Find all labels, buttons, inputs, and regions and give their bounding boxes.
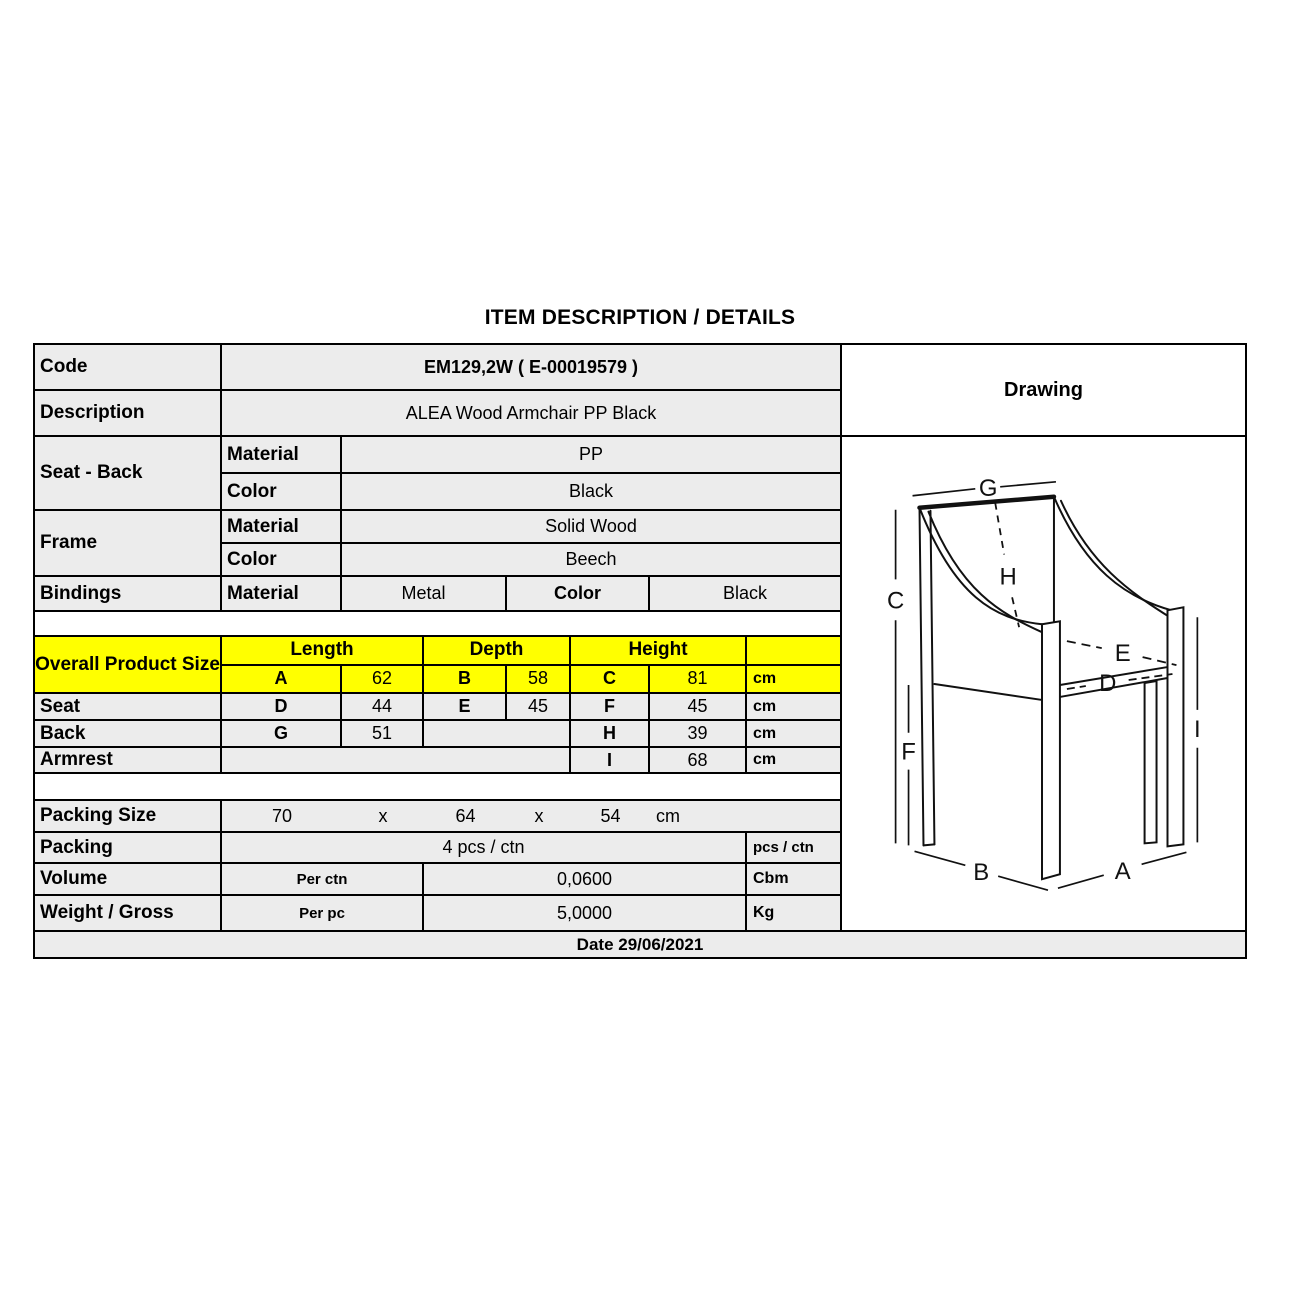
- back-size-row: [35, 721, 840, 748]
- chair-left-arm-outer-curve: [920, 508, 1043, 625]
- chair-front-left-leg: [1042, 621, 1060, 879]
- volume-label: Volume: [35, 864, 222, 894]
- frame-material-value: Solid Wood: [545, 516, 637, 536]
- code-row: [35, 345, 840, 391]
- packing-dim-sep-1: x: [378, 805, 388, 826]
- overall-size-label: Overall Product Size: [35, 637, 222, 692]
- armrest-unit: cm: [753, 751, 777, 768]
- chair-drawing-svg: [842, 437, 1245, 928]
- drawing-column: [842, 345, 1245, 930]
- chair-back-right-leg: [1145, 681, 1157, 843]
- back-unit: cm: [753, 724, 777, 742]
- chair-right-arm-inner-curve: [1061, 501, 1172, 619]
- size-header-empty-cell: [747, 637, 840, 664]
- packing-row: [35, 833, 840, 864]
- chair-outline: [920, 497, 1184, 879]
- packing-size-label: Packing Size: [35, 801, 222, 831]
- seat-back-material-value: PP: [578, 444, 603, 464]
- armrest-height-key: I: [571, 748, 650, 772]
- bindings-material-label: Material: [222, 577, 342, 610]
- volume-row: [35, 864, 840, 896]
- dim-label-g: G: [978, 474, 998, 502]
- armrest-height-value: 68: [650, 748, 747, 772]
- weight-basis: Per pc: [222, 896, 424, 930]
- packing-dim-1: 70: [271, 805, 293, 826]
- dim-label-c: C: [886, 587, 905, 615]
- chair-back-left-leg-foot: [923, 844, 934, 845]
- chair-back-left-leg-inner: [930, 511, 934, 845]
- packing-dim-sep-2: x: [534, 805, 544, 826]
- seat-length-value: 44: [342, 694, 424, 719]
- chair-back-left-leg-outer: [920, 508, 924, 846]
- date-text: Date 29/06/2021: [576, 934, 704, 954]
- seat-back-color-value: Black: [568, 481, 613, 501]
- back-length-value: 51: [342, 721, 424, 746]
- chair-dashed-dimensions: [995, 503, 1176, 689]
- seat-unit: cm: [753, 697, 777, 715]
- packing-value: 4 pcs / ctn: [222, 833, 747, 862]
- chair-right-arm-outer-curve: [1054, 497, 1172, 611]
- dim-label-h: H: [999, 563, 1017, 591]
- chair-drawing: [842, 437, 1245, 928]
- packing-dim-3: 54: [600, 805, 621, 826]
- drawing-header: Drawing: [842, 345, 1245, 437]
- weight-unit: Kg: [753, 904, 775, 921]
- dim-label-a: A: [1114, 858, 1131, 886]
- packing-unit: pcs / ctn: [753, 839, 814, 856]
- description-row: [35, 391, 840, 437]
- armrest-empty-cell: [222, 748, 571, 772]
- seat-height-key: F: [571, 694, 650, 719]
- code-label: Code: [35, 345, 222, 389]
- bindings-material-value: Metal: [342, 577, 507, 610]
- overall-height-key: C: [571, 666, 650, 693]
- seat-depth-key: E: [424, 694, 507, 719]
- overall-length-value: 62: [342, 666, 424, 693]
- seat-height-value: 45: [650, 694, 747, 719]
- weight-label: Weight / Gross: [35, 896, 222, 930]
- description-label: Description: [35, 391, 222, 435]
- packing-size-unit: cm: [656, 805, 680, 826]
- spacer-row-2: [35, 774, 840, 801]
- seat-length-key: D: [222, 694, 342, 719]
- spec-sheet-table: [33, 343, 1247, 959]
- packing-size-row: [35, 801, 840, 833]
- spacer-row: [35, 612, 840, 637]
- volume-value: 0,0600: [424, 864, 747, 894]
- chair-front-right-leg: [1167, 607, 1183, 846]
- seat-back-color-label: Color: [222, 474, 342, 509]
- date-row: [35, 930, 1245, 957]
- spec-table-left-section: [35, 345, 842, 930]
- overall-size-header-band: [35, 637, 840, 694]
- weight-value: 5,0000: [424, 896, 747, 930]
- bindings-color-label: Color: [507, 577, 650, 610]
- bindings-row: [35, 577, 840, 612]
- dim-label-b: B: [973, 859, 990, 887]
- description-value: ALEA Wood Armchair PP Black: [405, 402, 657, 423]
- back-height-key: H: [571, 721, 650, 746]
- seat-back-band: [35, 437, 840, 511]
- volume-unit: Cbm: [753, 870, 789, 887]
- packing-dim-2: 64: [455, 805, 476, 826]
- seat-depth-value: 45: [507, 694, 571, 719]
- overall-unit: cm: [753, 669, 777, 687]
- seat-back-label: Seat - Back: [35, 437, 222, 509]
- back-height-value: 39: [650, 721, 747, 746]
- bindings-color-value: Black: [722, 583, 767, 603]
- bindings-label: Bindings: [35, 577, 222, 610]
- weight-row: [35, 896, 840, 930]
- height-header: Height: [571, 637, 747, 664]
- overall-length-key: A: [222, 666, 342, 693]
- page-title: ITEM DESCRIPTION / DETAILS: [484, 306, 796, 329]
- dim-label-f: F: [901, 738, 916, 766]
- back-size-label: Back: [35, 721, 222, 746]
- dim-label-e: E: [1114, 640, 1131, 668]
- back-depth-empty-cell: [424, 721, 571, 746]
- frame-material-label: Material: [222, 511, 342, 542]
- back-length-key: G: [222, 721, 342, 746]
- frame-color-label: Color: [222, 544, 342, 575]
- seat-size-label: Seat: [35, 694, 222, 719]
- length-header: Length: [222, 637, 424, 664]
- frame-color-value: Beech: [565, 549, 617, 569]
- dim-label-i: I: [1194, 715, 1201, 743]
- frame-label: Frame: [35, 511, 222, 575]
- frame-band: [35, 511, 840, 577]
- packing-label: Packing: [35, 833, 222, 862]
- chair-left-arm-inner-curve: [928, 512, 1042, 633]
- dim-label-d: D: [1099, 669, 1117, 697]
- depth-header: Depth: [424, 637, 571, 664]
- chair-left-seat-rail: [934, 684, 1042, 700]
- armrest-size-label: Armrest: [35, 748, 222, 772]
- overall-height-value: 81: [650, 666, 747, 693]
- overall-depth-key: B: [424, 666, 507, 693]
- code-value: EM129,2W ( E-00019579 ): [423, 356, 639, 377]
- seat-back-material-label: Material: [222, 437, 342, 472]
- volume-basis: Per ctn: [222, 864, 424, 894]
- overall-depth-value: 58: [507, 666, 571, 693]
- armrest-size-row: [35, 748, 840, 774]
- seat-size-row: [35, 694, 840, 721]
